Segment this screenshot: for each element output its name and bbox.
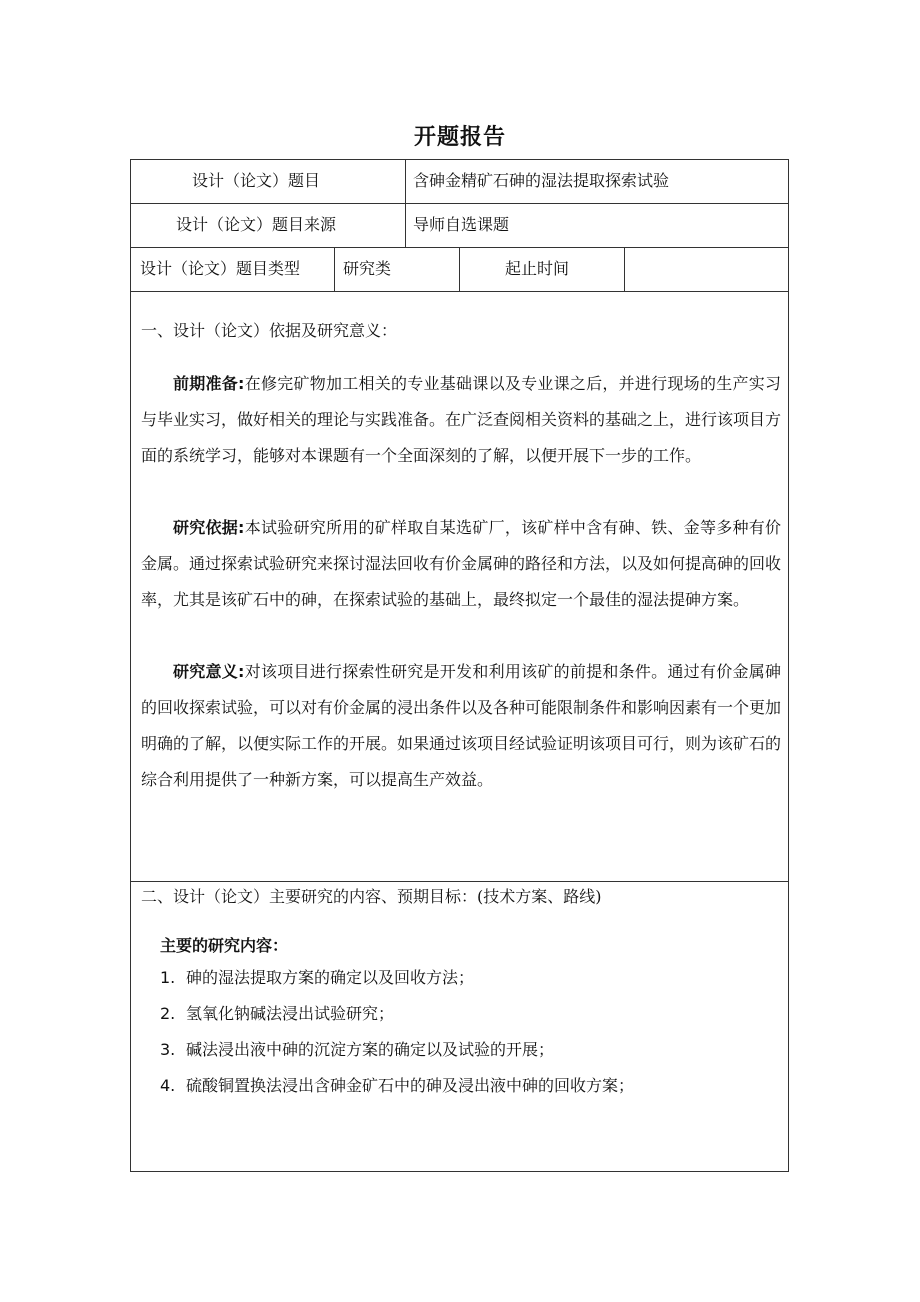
paragraph-preparation xyxy=(141,366,781,474)
row-divider xyxy=(130,203,789,204)
source-value: 导师自选课题 xyxy=(413,215,510,234)
list-item xyxy=(160,1037,554,1060)
item-text: 硫酸铜置换法浸出含砷金矿石中的砷及浸出液中砷的回收方案； xyxy=(186,1076,635,1095)
list-item xyxy=(160,965,474,988)
paragraph-lead: 前期准备: xyxy=(173,374,245,393)
title-value: 含砷金精矿石砷的湿法提取探索试验 xyxy=(413,171,670,190)
column-divider xyxy=(624,247,625,291)
paragraph-lead: 研究意义: xyxy=(173,662,245,681)
column-divider xyxy=(405,159,406,247)
type-value: 研究类 xyxy=(343,259,392,278)
item-number: 4. xyxy=(160,1076,176,1095)
paragraph-text: 本试验研究所用的矿样取自某选矿厂，该矿样中含有砷、铁、金等多种有价金属。通过探索试验研究来探讨湿法回收有价金属砷的路径和方法，以及如何提高砷的回收率，尤其是该矿石中的砷，在探索试验的基础上，最终拟定一个最佳的湿法提砷方案。 xyxy=(141,518,782,609)
item-number: 2. xyxy=(160,1004,176,1023)
title-label: 设计（论文）题目 xyxy=(192,171,321,190)
paragraph-significance xyxy=(141,654,781,798)
column-divider xyxy=(459,247,460,291)
section1-heading: 一、设计（论文）依据及研究意义： xyxy=(141,321,398,340)
column-divider xyxy=(334,247,335,291)
type-label: 设计（论文）题目类型 xyxy=(140,259,301,278)
list-item xyxy=(160,1073,634,1096)
item-text: 碱法浸出液中砷的沉淀方案的确定以及试验的开展； xyxy=(186,1040,555,1059)
paragraph-text: 对该项目进行探索性研究是开发和利用该矿的前提和条件。通过有价金属砷的回收探索试验，可以对有价金属的浸出条件以及各种可能限制条件和影响因素有一个更加明确的了解，以便实际工作的开展。如果通过该项目经试验证明该项目可行，则为该矿石的综合利用提供了一种新方案，可以提高生产效益。 xyxy=(141,662,782,789)
item-text: 砷的湿法提取方案的确定以及回收方法； xyxy=(186,968,475,987)
item-number: 3. xyxy=(160,1040,176,1059)
item-number: 1. xyxy=(160,968,176,987)
paragraph-basis xyxy=(141,510,781,618)
row-divider xyxy=(130,291,789,292)
paragraph-text: 在修完矿物加工相关的专业基础课以及专业课之后，并进行现场的生产实习与毕业实习，做好相关的理论与实践准备。在广泛查阅相关资料的基础之上，进行该项目方面的系统学习，能够对本课题有一个全面深刻的了解，以便开展下一步的工作。 xyxy=(141,374,782,465)
research-content-heading: 主要的研究内容： xyxy=(160,936,289,955)
time-label: 起止时间 xyxy=(505,259,570,278)
list-item xyxy=(160,1001,394,1024)
source-label: 设计（论文）题目来源 xyxy=(176,215,337,234)
section2-heading: 二、设计（论文）主要研究的内容、预期目标：(技术方案、路线) xyxy=(141,887,602,906)
paragraph-lead: 研究依据: xyxy=(173,518,245,537)
item-text: 氢氧化钠碱法浸出试验研究； xyxy=(186,1004,395,1023)
document-title: 开题报告 xyxy=(413,125,506,150)
row-divider xyxy=(130,881,789,882)
